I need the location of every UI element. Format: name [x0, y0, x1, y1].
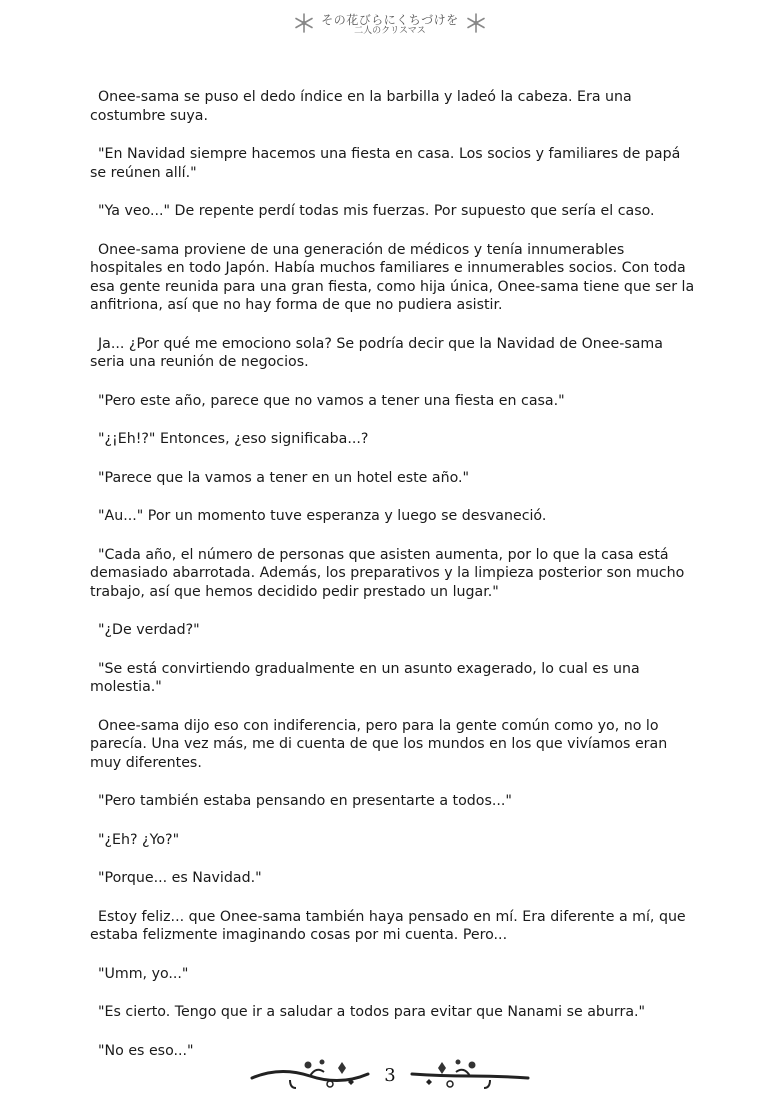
paragraph: "Cada año, el número de personas que asisten aumenta, por lo que la casa está demasiado abarrotada. Además, los preparativos y la limpieza posterior son mucho trabajo, así que hemos decidido pedir prestado un lugar." [90, 546, 685, 600]
page-footer [0, 1050, 780, 1100]
paragraph: "No es eso..." [98, 1042, 194, 1059]
page-body [90, 88, 700, 1080]
paragraph: Onee-sama proviene de una generación de médicos y tenía innumerables hospitales en todo Japón. Había muchos familiares e innumerables socios. Con toda esa gente reunida para una gran fiesta, como hija única, Onee-sama tiene que ser la anfitriona, así que no hay forma de que no pudiera asistir. [90, 241, 695, 313]
paragraph: "Pero también estaba pensando en presentarte a todos..." [98, 793, 512, 809]
header-subtitle: 二人のクリスマス [354, 25, 426, 36]
snowflake-icon [293, 12, 315, 38]
paragraph: "¿¡Eh!?" Entonces, ¿eso significaba...? [98, 431, 369, 447]
paragraph: "¿Eh? ¿Yo?" [98, 831, 180, 848]
paragraph: Onee-sama se puso el dedo índice en la barbilla y ladeó la cabeza. Era una costumbre suya. [90, 89, 632, 124]
paragraph: Estoy feliz... que Onee-sama también haya pensado en mí. Era diferente a mí, que estaba felizmente imaginando cosas por mi cuenta. Pero... [90, 908, 686, 943]
page-number: 3 [384, 1064, 396, 1086]
ribbon-ornament-icon [250, 1056, 370, 1094]
ribbon-ornament-icon [410, 1056, 530, 1094]
paragraph: "Ya veo..." De repente perdí todas mis fuerzas. Por supuesto que sería el caso. [98, 203, 655, 219]
page-header [0, 6, 780, 44]
paragraph: "Se está convirtiendo gradualmente en un asunto exagerado, lo cual es una molestia." [90, 660, 640, 695]
paragraph: "Au..." Por un momento tuve esperanza y luego se desvaneció. [98, 508, 547, 524]
header-text [321, 14, 458, 36]
snowflake-icon [465, 12, 487, 38]
paragraph: Ja... ¿Por qué me emociono sola? Se podría decir que la Navidad de Onee-sama seria una reunión de negocios. [90, 335, 663, 370]
paragraph: "Pero este año, parece que no vamos a tener una fiesta en casa." [98, 392, 565, 409]
paragraph: "Parece que la vamos a tener en un hotel este año." [98, 469, 470, 486]
paragraph: "¿De verdad?" [98, 622, 200, 638]
paragraph: "Umm, yo..." [98, 965, 189, 982]
header-title: その花びらにくちづけを [321, 12, 459, 27]
header-inner [293, 12, 486, 38]
paragraph: "En Navidad siempre hacemos una fiesta en casa. Los socios y familiares de papá se reúnen allí." [90, 146, 681, 181]
paragraph: "Porque... es Navidad." [98, 870, 262, 886]
paragraph: Onee-sama dijo eso con indiferencia, pero para la gente común como yo, no lo parecía. Una vez más, me di cuenta de que los mundos en los que vivíamos eran muy diferentes. [90, 717, 668, 771]
paragraph: "Es cierto. Tengo que ir a saludar a todos para evitar que Nanami se aburra." [98, 1004, 646, 1020]
